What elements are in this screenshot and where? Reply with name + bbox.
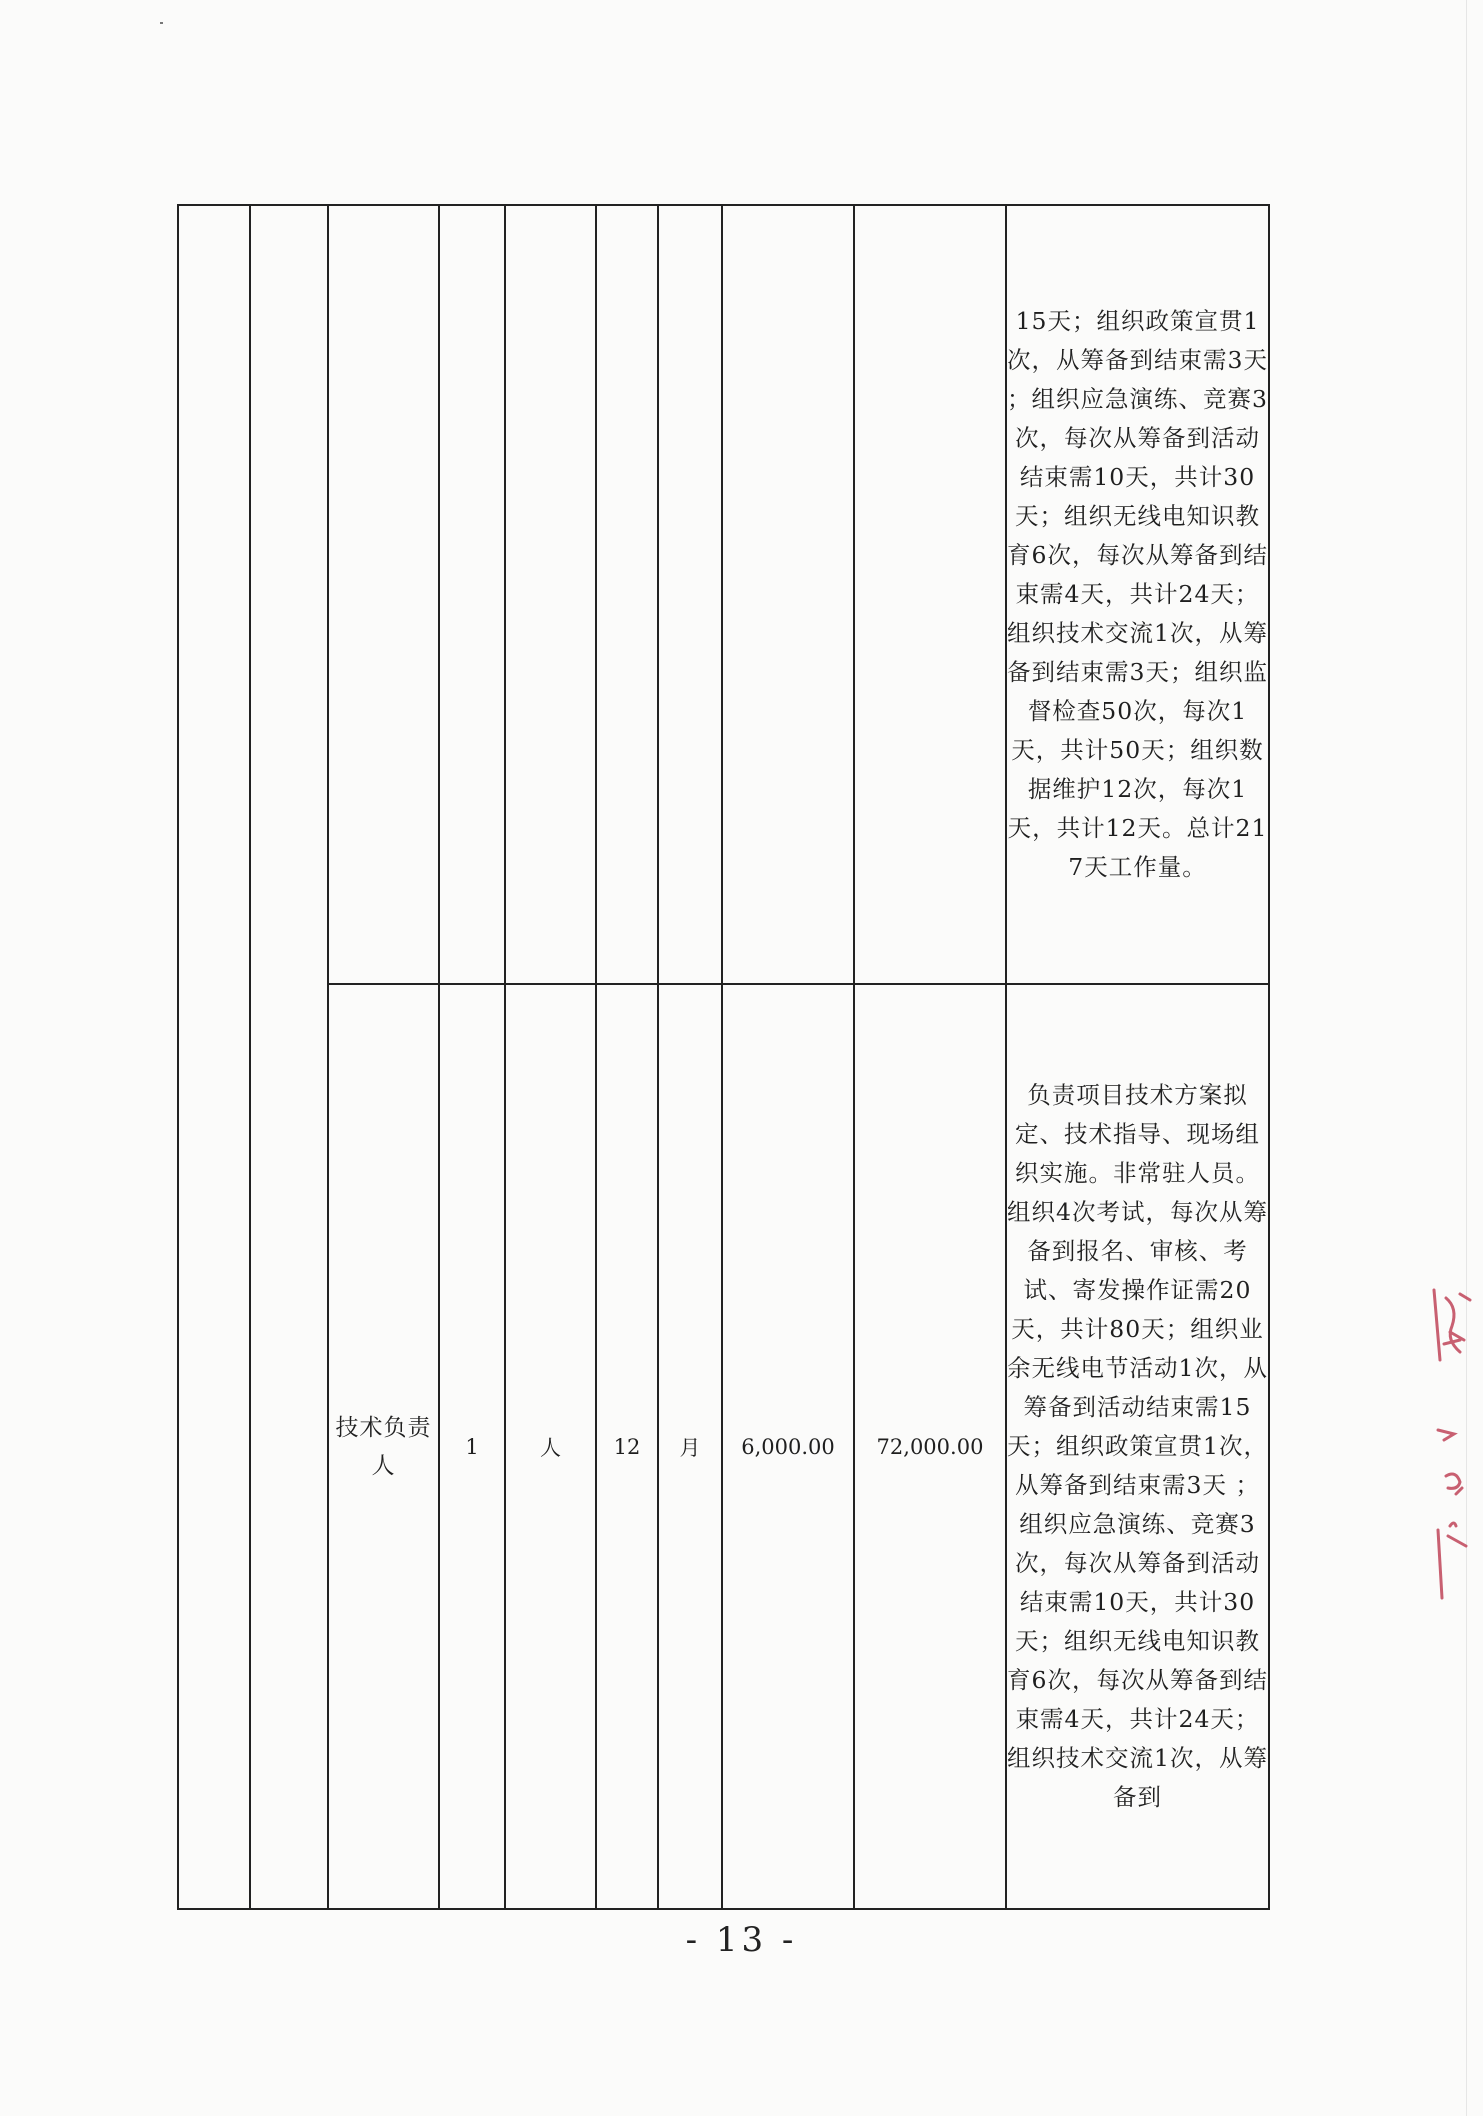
scan-edge (1466, 0, 1467, 2116)
quantity-cell (439, 205, 505, 984)
role-cell: 技术负责人 (328, 984, 439, 1909)
duration-cell (596, 205, 658, 984)
seal-stamp-fragment (1424, 1280, 1476, 1610)
empty-cell (250, 205, 328, 1909)
table-row (178, 205, 1269, 984)
duration-unit-cell: 月 (658, 984, 722, 1909)
scan-speck (160, 22, 163, 24)
quantity-unit-cell (505, 205, 596, 984)
budget-table (177, 204, 1270, 1910)
duration-unit-cell (658, 205, 722, 984)
description-cell: 负责项目技术方案拟定、技术指导、现场组织实施。非常驻人员。组织4次考试，每次从筹备到报名、审核、考试、寄发操作证需20天，共计80天；组织业余无线电节活动1次，从筹备到活动结束需15天；组织政策宣贯1次，从筹备到结束需3天 ；组织应急演练、竞赛3次，每次从筹备到活动结束需10天，共计30天；组织无线电知识教育6次，每次从筹备到结束需4天，共计24天；组织技术交流1次，从筹备到 (1006, 984, 1269, 1909)
quantity-unit-cell: 人 (505, 984, 596, 1909)
unit-price-cell: 6,000.00 (722, 984, 854, 1909)
total-cell: 72,000.00 (854, 984, 1006, 1909)
duration-cell: 12 (596, 984, 658, 1909)
table-row (178, 984, 1269, 1909)
quantity-cell: 1 (439, 984, 505, 1909)
page-number: - 13 - (685, 1920, 798, 1960)
total-cell (854, 205, 1006, 984)
description-cell: 15天；组织政策宣贯1次，从筹备到结束需3天 ；组织应急演练、竞赛3次，每次从筹备到活动结束需10天，共计30天；组织无线电知识教育6次，每次从筹备到结束需4天，共计24天；组织技术交流1次，从筹备到结束需3天；组织监督检查50次，每次1天，共计50天；组织数据维护12次，每次1天，共计12天。总计217天工作量。 (1006, 205, 1269, 984)
role-cell (328, 205, 439, 984)
empty-cell (178, 205, 250, 1909)
unit-price-cell (722, 205, 854, 984)
